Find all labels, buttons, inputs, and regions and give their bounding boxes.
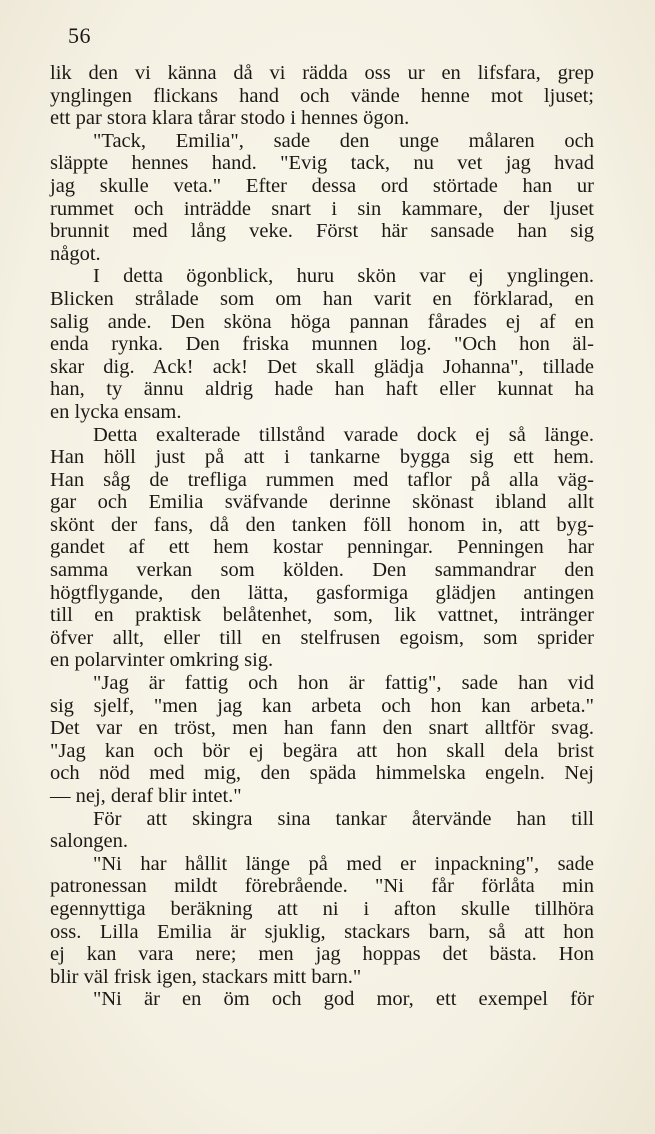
text-line: Blicken strålade som om han varit en förklarad, en xyxy=(50,287,594,310)
text-line: salig ande. Den sköna höga pannan fårades ej af en xyxy=(50,310,594,333)
text-line: sig sjelf, "men jag kan arbeta och hon kan arbeta." xyxy=(50,694,594,717)
text-line: skar dig. Ack! ack! Det skall glädja Johanna", tillade xyxy=(50,355,594,378)
text-line: högtflygande, den lätta, gasformiga glädjen antingen xyxy=(50,581,594,604)
text-line: öfver allt, eller till en stelfrusen egoism, som sprider xyxy=(50,626,594,649)
text-line: gar och Emilia sväfvande derinne skönast ibland allt xyxy=(50,491,594,514)
text-line: något. xyxy=(50,242,101,265)
text-line: skönt der fans, då den tanken föll honom in, att byg- xyxy=(50,513,594,536)
text-line: samma verkan som kölden. Den sammandrar den xyxy=(50,559,594,582)
text-line: rummet och inträdde snart i sin kammare, der ljuset xyxy=(50,197,594,220)
text-line: en polarvinter omkring sig. xyxy=(50,649,274,672)
text-line: — nej, deraf blir intet." xyxy=(50,785,242,807)
text-line: och nöd med mig, den späda himmelska engeln. Nej xyxy=(50,762,594,785)
text-line: "Ni har hållit länge på med er inpackning", sade xyxy=(93,852,594,875)
text-line: ynglingen flickans hand och vände henne mot ljuset; xyxy=(50,84,594,107)
body-text xyxy=(50,62,594,1011)
text-line: egennyttiga beräkning att ni i afton skulle tillhöra xyxy=(50,897,594,920)
text-line: "Jag kan och bör ej begära att hon skall dela brist xyxy=(50,739,594,762)
text-line: salongen. xyxy=(50,830,128,853)
text-line: Detta exalterade tillstånd varade dock ej så länge. xyxy=(93,423,594,446)
text-line: en lycka ensam. xyxy=(50,400,182,423)
page-number: 56 xyxy=(68,23,91,48)
text-line: Det var en tröst, men han fann den snart alltför svag. xyxy=(50,717,594,740)
text-line: För att skingra sina tankar återvände han till xyxy=(93,807,594,830)
text-line: han, ty ännu aldrig hade han haft eller kunnat ha xyxy=(50,378,594,401)
text-line: ej kan vara nere; men jag hoppas det bästa. Hon xyxy=(50,943,594,966)
text-line: oss. Lilla Emilia är sjuklig, stackars barn, så att hon xyxy=(50,920,594,943)
text-line: brunnit med lång veke. Först här sansade han sig xyxy=(50,220,594,243)
text-line: släppte hennes hand. "Evig tack, nu vet jag hvad xyxy=(50,152,594,175)
text-line: blir väl frisk igen, stackars mitt barn." xyxy=(50,965,362,988)
text-line: enda rynka. Den friska munnen log. "Och hon äl- xyxy=(50,333,594,356)
text-line: Han såg de trefliga rummen med taflor på alla väg- xyxy=(50,468,594,491)
text-line: gandet af ett hem kostar penningar. Penningen har xyxy=(50,536,594,559)
text-line: "Jag är fattig och hon är fattig", sade han vid xyxy=(93,672,594,695)
text-line: "Tack, Emilia", sade den unge målaren och xyxy=(93,129,594,152)
text-line: I detta ögonblick, huru skön var ej ynglingen. xyxy=(93,265,594,288)
text-line: patronessan mildt förebrående. "Ni får förlåta min xyxy=(50,875,594,898)
text-line: till en praktisk belåtenhet, som, lik vattnet, intränger xyxy=(50,604,594,627)
text-line: lik den vi känna då vi rädda oss ur en lifsfara, grep xyxy=(50,62,594,84)
text-line: jag skulle veta." Efter dessa ord störtade han ur xyxy=(50,174,594,197)
text-line: ett par stora klara tårar stodo i hennes ögon. xyxy=(50,107,410,130)
text-line: Han höll just på att i tankarne bygga sig ett hem. xyxy=(50,446,594,469)
text-line: "Ni är en öm och god mor, ett exempel för xyxy=(93,988,594,1011)
